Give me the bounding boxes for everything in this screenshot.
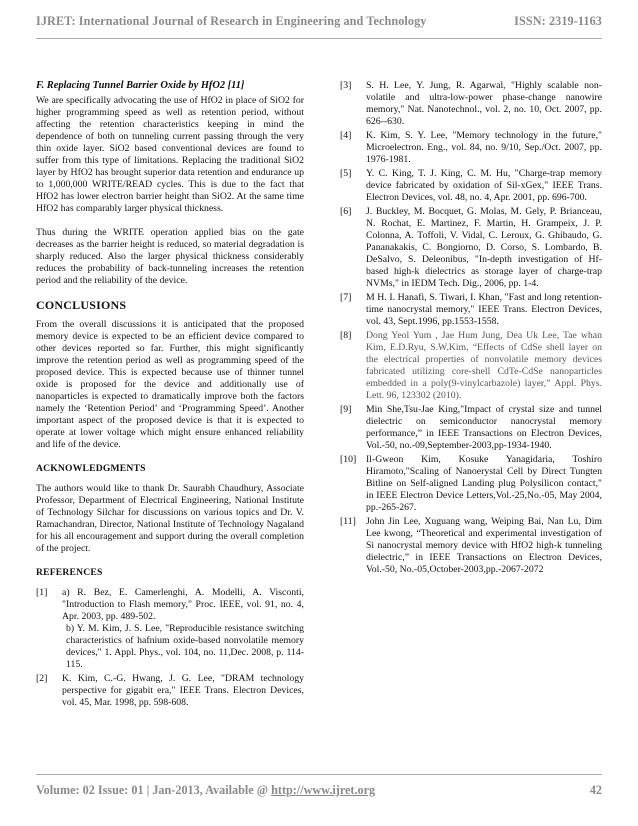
reference-text: b) Y. M. Kim, J. S. Lee, "Reproducible resistance switching characteristics of hafnium oxide-based nonvolatile memory devices," 1. Appl. Phys., vol. 104, no. 11,Dec. 2008, p. 114-115. xyxy=(66,623,304,670)
reference-number: [6] xyxy=(340,206,352,217)
reference-number: [5] xyxy=(340,168,352,179)
reference-item xyxy=(36,673,304,709)
paragraph-write-operation: Thus during the WRITE operation applied bias on the gate decreases as the barrier height is reduced, so material degradation is sharply reduced. Also the larger physical thickness considerably reduces the probability of back-tunneling increases the retention period and the reliability of the device. xyxy=(36,227,304,286)
reference-item xyxy=(340,454,602,514)
references-list-right xyxy=(340,80,602,576)
reference-item xyxy=(340,168,602,204)
reference-item xyxy=(340,206,602,290)
right-column xyxy=(340,80,602,578)
acknowledgments-paragraph: The authors would like to thank Dr. Saurabh Chaudhury, Associate Professor, Department of Electrical Engineering, National Institute of Technology Silchar for discussions on various topics and Dr. V. Ramachandran, Director, National Institute of Technology Nagaland for his all encouragement and support during the overall completion of the project. xyxy=(36,483,304,554)
reference-item xyxy=(340,516,602,576)
paragraph-hfo2: We are specifically advocating the use of HfO2 in place of SiO2 for higher programming speed as well as retention period, without affecting the retention characteristics keeping in mind the dependence of both on tunneling current passing through the very thin oxide layer. SiO2 based conventional devices are found to suffer from this type of limitations. Replacing the traditional SiO2 layer by HfO2 has brought superior data retention and endurance up to 1,000,000 WRITE/READ cycles. This is due to the fact that HfO2 has lower electron barrier height than SiO2. At the same time HfO2 has comparably larger physical thickness. xyxy=(36,95,304,214)
reference-text: a) R. Bez, E. Camerlenghi, A. Modelli, A. Visconti, "Introduction to Flash memory," Proc. IEEE, vol. 91, no. 4, Apr. 2003, pp. 489-502. xyxy=(62,587,304,622)
reference-item xyxy=(340,292,602,328)
reference-item xyxy=(340,330,602,402)
reference-text: J. Buckley, M. Bocquet, G. Molas, M. Gely, P. Brianceau, N. Rochat, E. Martinez, F. Martin, H. Grampeix, J. P. Colonna, A. Toffoli, V. Vidal, C. Leroux, G. Ghibaudo, G. Pananakakis, C. Bongiorno, D. Corso, S. Lombardo, B. DeSalvo, S. Deleonibus, "In-depth investigation of Hf-based high-k dielectrics as storage layer of charge-trap NVMs," in IEDM Tech. Dig., 2006, pp. 1-4. xyxy=(366,206,602,289)
reference-item xyxy=(340,80,602,128)
header-divider xyxy=(36,38,602,39)
reference-text: M H. I. Hanafi, S. Tiwari, I. Khan, "Fast and long retention-time nanocrystal memory," IEEE Trans. Electron Devices, vol. 43, Sept.1996, pp.1553-1558. xyxy=(366,292,602,327)
reference-number: [8] xyxy=(340,330,352,341)
reference-text: Y. C. King, T. J. King, C. M. Hu, "Charge-trap memory device fabricated by oxidation of Sil-xGex," IEEE Trans. Electron Devices, vol. 48, no. 4, Apr. 2001, pp. 696-700. xyxy=(366,168,602,203)
reference-number: [3] xyxy=(340,80,352,91)
reference-number: [4] xyxy=(340,130,352,141)
acknowledgments-heading: ACKNOWLEDGMENTS xyxy=(36,463,146,474)
references-heading: REFERENCES xyxy=(36,567,103,578)
reference-number: [10] xyxy=(340,454,357,465)
footer-volume xyxy=(36,783,375,798)
reference-number: [1] xyxy=(36,587,48,598)
reference-text: S. H. Lee, Y. Jung, R. Agarwal, "Highly scalable non-volatile and ultra-low-power phase-change nanowire memory," Nat. Nanotechnol., vol. 2, no. 10, Oct. 2007, pp. 626--630. xyxy=(366,80,602,127)
conclusions-heading: CONCLUSIONS xyxy=(36,298,127,312)
reference-item xyxy=(340,404,602,452)
section-heading-f: F. Replacing Tunnel Barrier Oxide by HfO2 [11] xyxy=(36,80,245,91)
running-footer xyxy=(36,783,602,803)
journal-title: IJRET: International Journal of Research in Engineering and Technology xyxy=(36,14,427,28)
reference-number: [7] xyxy=(340,292,352,303)
reference-item xyxy=(36,587,304,671)
journal-website-link[interactable]: http://www.ijret.org xyxy=(271,783,376,797)
reference-text: John Jin Lee, Xuguang wang, Weiping Bai, Nan Lu, Dim Lee kwong, “Theoretical and experimental investigation of Si nanocrystal memory device with HfO2 high-k tunneling dielectric,” in IEEE Transactions on Electron Devices, Vol.-50, No.-05,October-2003,pp.-2067-2072 xyxy=(366,516,602,575)
reference-number: [11] xyxy=(340,516,356,527)
footer-volume-text: Volume: 02 Issue: 01 | Jan-2013, Available @ xyxy=(36,783,272,797)
reference-number: [9] xyxy=(340,404,352,415)
reference-text: K. Kim, C.-G. Hwang, J. G. Lee, "DRAM technology perspective for gigabit era," IEEE Trans. Electron Devices, vol. 45, Mar. 1998, pp. 598-608. xyxy=(62,673,304,708)
running-header xyxy=(36,14,602,36)
reference-number: [2] xyxy=(36,673,48,684)
reference-text: Il-Gweon Kim, Kosuke Yanagidaria, Toshiro Hiramoto,"Scaling of Nanoerystal Cell by Direct Tungten Bitline on Self-aligned Landing plug Polysilicon contact," in IEEE Electron Device Letters,Vol.-25,No.-05, May 2004, pp.-265-267. xyxy=(366,454,602,513)
reference-text: Dong Yeol Yum , Jae Hum Jung, Dea Uk Lee, Tae whan Kim, E.D.Ryu, S.W.Kim, “Effects of CdSe shell layer on the electrical properties of nonvolatile memory devices fabricated utilizing core-shell CdTe-CdSe nanoparticles embedded in a poly(9-vinylcarbazole) layer,” Appl. Phys. Lett. 96, 123302 (2010). xyxy=(366,330,602,401)
reference-text: Min She,Tsu-Jae King,"Impact of crystal size and tunnel dielectric on semiconductor nanocrystal memory performance,” in IEEE Transactions on Electron Devices, Vol.-50, no.-09,September-2003,pp-1934-1940. xyxy=(366,404,602,451)
reference-text: K. Kim, S. Y. Lee, "Memory technology in the future," Microelectron. Eng., vol. 84, no. 9/10, Sep./Oct. 2007, pp. 1976-1981. xyxy=(366,130,602,165)
references-list-left xyxy=(36,587,304,709)
left-column xyxy=(36,80,304,711)
page-number: 42 xyxy=(589,783,602,797)
conclusions-paragraph: From the overall discussions it is anticipated that the proposed memory device is expected to be an efficient device compared to other devices reported so far. Further, this might significantly improve the retention period as well as programming speed of the proposed device. This is expected because use of thinner tunnel oxide is proposed for the device and additionally use of nanoparticles is expected to dramatically improve both the factors namely the ‘Retention Period’ and ‘Programming Speed’. Another important aspect of the proposed device is that it is expected to operate at lower voltage which might ensure enhanced reliability and life of the device. xyxy=(36,319,304,450)
issn: ISSN: 2319-1163 xyxy=(514,14,602,28)
reference-item xyxy=(340,130,602,166)
footer-divider xyxy=(36,774,602,775)
